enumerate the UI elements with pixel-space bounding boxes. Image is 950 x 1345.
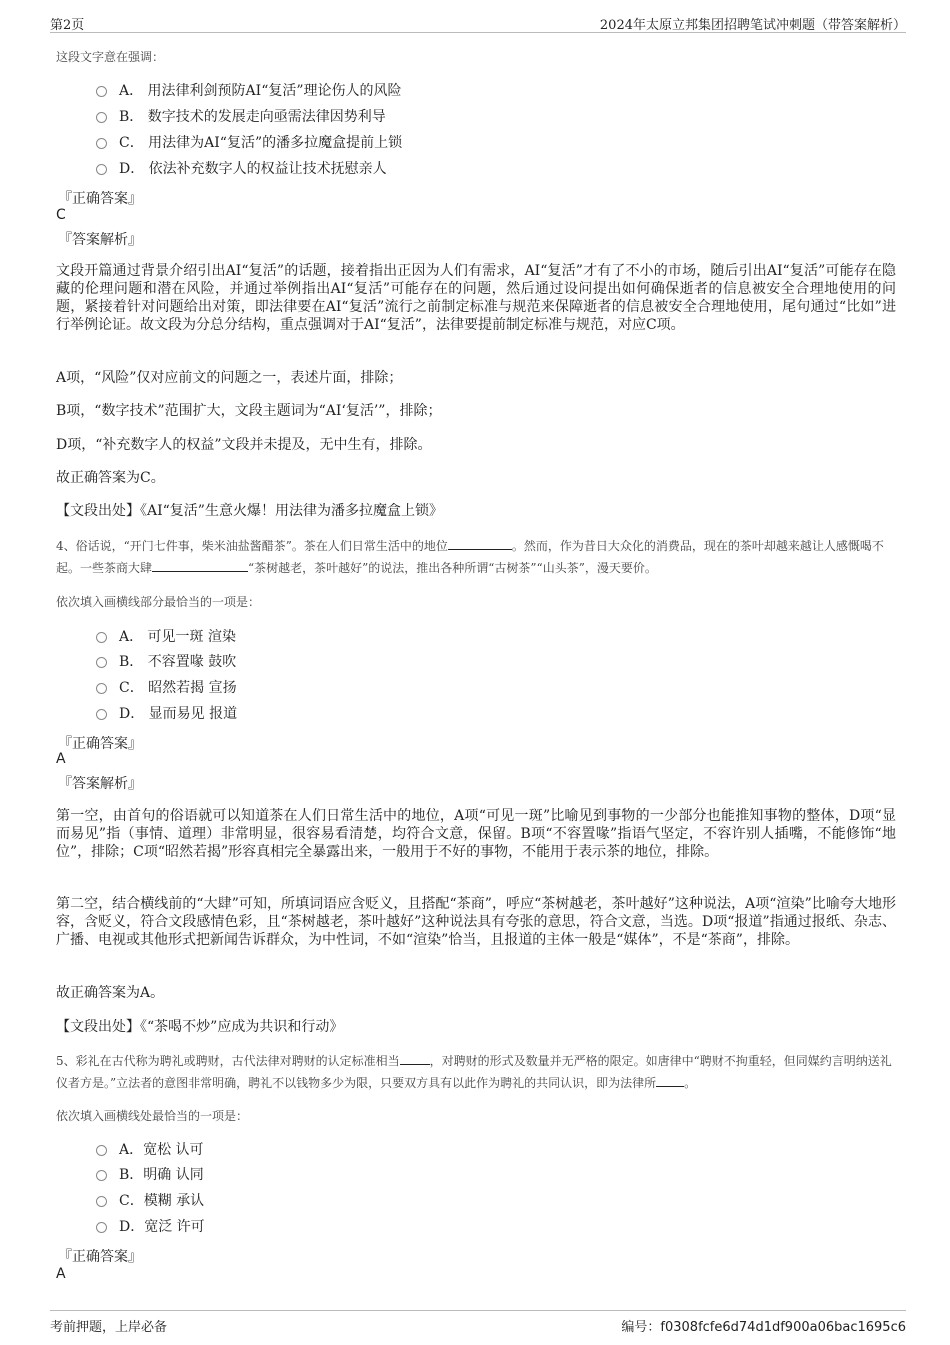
q3-analysis-paragraph: A项，“风险”仅对应前文的问题之一，表述片面，排除； [56, 370, 403, 386]
radio-icon[interactable] [96, 709, 107, 720]
q4-question-text: 4、俗话说，“开门七件事，柴米油盐酱醋茶”。茶在人们日常生活中的地位 。然而，作为昔日大众化的消费品，现在的茶叶却越来越让人感慨喝不起。一些茶商大肆 “茶树越老，茶叶越好”的说法，推出各种所谓“古树茶”“山头茶”，漫天要价。 [56, 539, 884, 575]
q4-option-d[interactable]: D． 显而易见 报道 [96, 703, 237, 725]
q3-analysis-paragraph: 故正确答案为C。 [56, 470, 165, 486]
radio-icon[interactable] [96, 1196, 107, 1207]
q4-source: 【文段出处】《“茶喝不炒”应成为共识和行动》 [56, 1019, 344, 1035]
q3-option-b[interactable]: B． 数字技术的发展走向亟需法律因势利导 [96, 106, 386, 128]
radio-icon[interactable] [96, 683, 107, 694]
q5-option-b[interactable]: B．明确 认同 [96, 1164, 204, 1186]
radio-icon[interactable] [96, 164, 107, 175]
answer-blank [152, 559, 248, 572]
q5-question-text: 5、彩礼在古代称为聘礼或聘财，古代法律对聘财的认定标准相当 ，对聘财的形式及数量并无严格的限定。如唐律中“聘财不拘重轻，但同媒约言明纳送礼仪者方是。”立法者的意图非常明确，聘礼不以钱物多少为限，只要双方具有以此作为聘礼的共同认识，即为法律所 。 [56, 1054, 892, 1090]
page-footer [50, 1310, 906, 1335]
q4-analysis-label: 『答案解析』 [58, 776, 142, 792]
q4-answer-label: 『正确答案』 [58, 736, 142, 752]
q4-analysis-paragraph: 第一空，由首句的俗语就可以知道茶在人们日常生活中的地位，A项“可见一斑”比喻见到事物的一少部分也能推知事物的整体，D项“显而易见”指（事情、道理）非常明显，很容易看清楚，均符合文意，保留。B项“不容置喙”指语气坚定，不容许别人插嘴，不能修饰“地位”，排除；C项“昭然若揭”形容真相完全暴露出来，一般用于不好的事物，不能用于表示茶的地位，排除。 [56, 808, 896, 860]
q3-stem: 这段文字意在强调： [56, 50, 165, 64]
radio-icon[interactable] [96, 657, 107, 668]
q3-analysis-paragraph: 文段开篇通过背景介绍引出AI“复活”的话题，接着指出正因为人们有需求，AI“复活”才有了不小的市场，随后引出AI“复活”可能存在隐藏的伦理问题和潜在风险，并通过举例指出AI“复活”可能存在的问题，然后通过设问提出如何确保逝者的信息被安全合理地使用的问题，紧接着针对问题给出对策，即法律要在AI“复活”流行之前制定标准与规范来保障逝者的信息被安全合理地使用，尾句通过“比如”进行举例论证。故文段为分总分结构，重点强调对于AI“复活”，法律要提前制定标准与规范，对应C项。 [56, 263, 896, 333]
q5-option-d[interactable]: D．宽泛 许可 [96, 1216, 205, 1238]
q4-option-b[interactable]: B． 不容置喙 鼓吹 [96, 651, 236, 673]
footer-slogan: 考前押题，上岸必备 [50, 1320, 168, 1335]
q4-option-a[interactable]: A． 可见一斑 渲染 [96, 626, 236, 648]
answer-blank [448, 537, 512, 550]
radio-icon[interactable] [96, 112, 107, 123]
q3-analysis-label: 『答案解析』 [58, 232, 142, 248]
q5-option-c[interactable]: C．模糊 承认 [96, 1190, 204, 1212]
q4-stem: 依次填入画横线部分最恰当的一项是： [56, 595, 261, 609]
q5-answer: A [56, 1266, 66, 1282]
q5-stem: 依次填入画横线处最恰当的一项是： [56, 1109, 249, 1123]
document-title: 2024年太原立邦集团招聘笔试冲刺题（带答案解析） [599, 18, 906, 33]
q3-answer: C [56, 207, 66, 223]
q3-source: 【文段出处】《AI“复活”生意火爆！用法律为潘多拉魔盒上锁》 [56, 503, 443, 519]
q4-answer: A [56, 751, 66, 767]
radio-icon[interactable] [96, 86, 107, 97]
page-header [50, 12, 906, 33]
radio-icon[interactable] [96, 138, 107, 149]
q4-analysis-paragraph: 故正确答案为A。 [56, 985, 165, 1001]
q5-answer-label: 『正确答案』 [58, 1249, 142, 1265]
document-code: 编号：f0308fcfe6d74d1df900a06bac1695c6 [621, 1320, 906, 1335]
q3-analysis-paragraph: D项，“补充数字人的权益”文段并未提及，无中生有，排除。 [56, 437, 432, 453]
radio-icon[interactable] [96, 1145, 107, 1156]
radio-icon[interactable] [96, 632, 107, 643]
answer-blank [656, 1074, 684, 1087]
q3-option-d[interactable]: D． 依法补充数字人的权益让技术抚慰亲人 [96, 158, 387, 180]
q3-analysis-paragraph: B项，“数字技术”范围扩大，文段主题词为“AI‘复活’”，排除； [56, 403, 442, 419]
q5-option-a[interactable]: A．宽松 认可 [96, 1139, 204, 1161]
page-number: 第2页 [50, 18, 85, 33]
q4-analysis-paragraph: 第二空，结合横线前的“大肆”可知，所填词语应含贬义，且搭配“茶商”，呼应“茶树越老，茶叶越好”这种说法，A项“渲染”比喻夸大地形容，含贬义，符合文段感情色彩，且“茶树越老，茶叶越好”这种说法具有夸张的意思，符合文意，当选。D项“报道”指通过报纸、杂志、广播、电视或其他形式把新闻告诉群众，为中性词，不如“渲染”恰当，且报道的主体一般是“媒体”，不是“茶商”，排除。 [56, 896, 896, 948]
answer-blank [400, 1052, 430, 1065]
q4-option-c[interactable]: C． 昭然若揭 宣扬 [96, 677, 237, 699]
q3-option-a[interactable]: A． 用法律利剑预防AI“复活”理论伤人的风险 [96, 80, 402, 102]
q3-answer-label: 『正确答案』 [58, 191, 142, 207]
q3-option-c[interactable]: C． 用法律为AI“复活”的潘多拉魔盒提前上锁 [96, 132, 402, 154]
radio-icon[interactable] [96, 1170, 107, 1181]
radio-icon[interactable] [96, 1222, 107, 1233]
